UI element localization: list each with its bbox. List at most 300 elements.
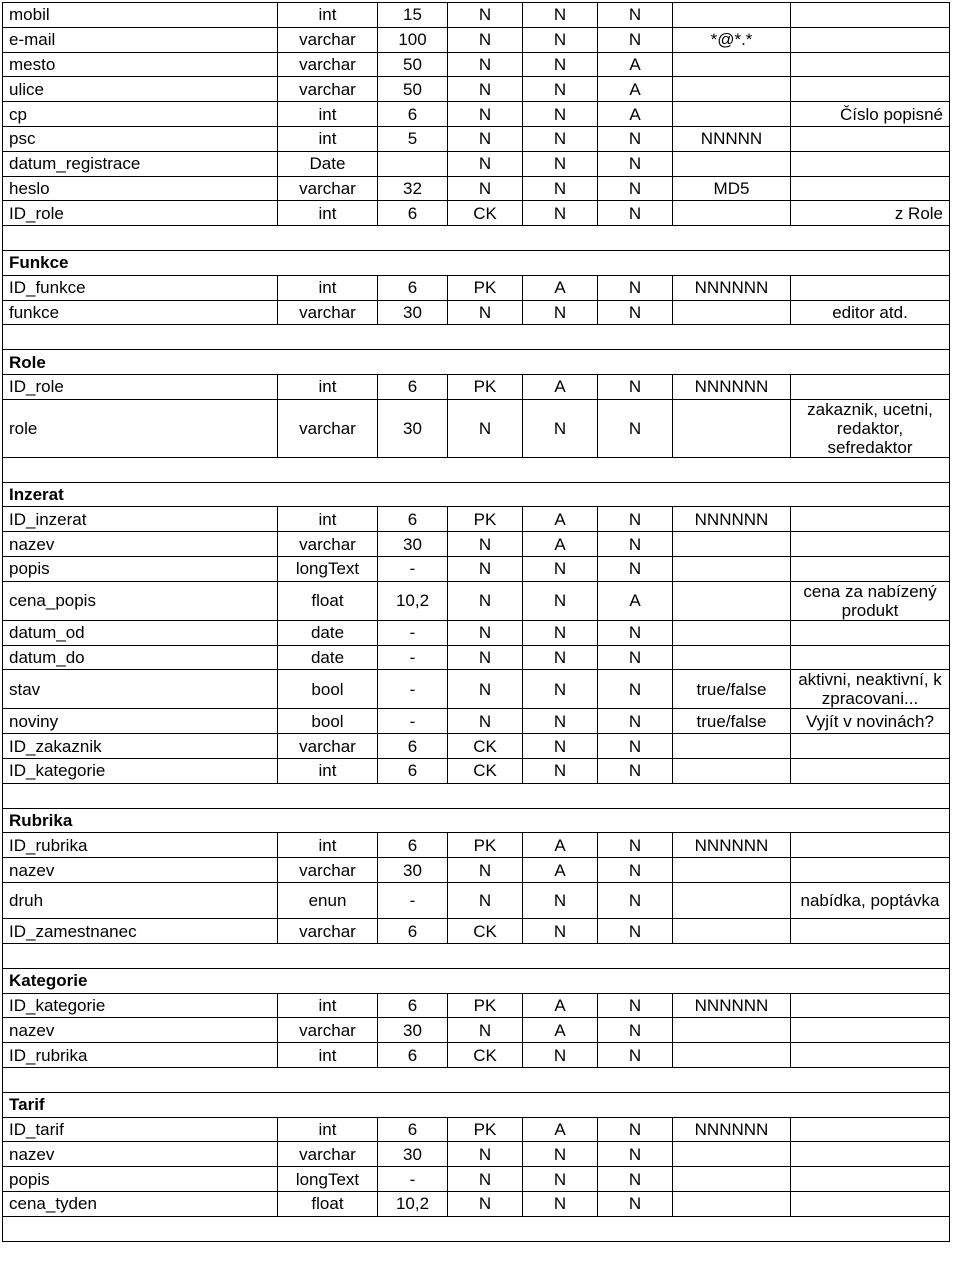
null-flag-cell: A — [523, 275, 598, 300]
flag-cell: N — [598, 201, 673, 226]
format-cell — [673, 399, 791, 457]
note-cell — [791, 275, 950, 300]
note-cell — [791, 3, 950, 28]
column-name-cell: datum_od — [3, 620, 278, 645]
blank-cell — [3, 325, 950, 350]
null-flag-cell: N — [523, 52, 598, 77]
flag-cell: N — [598, 1043, 673, 1068]
field-row — [3, 1117, 950, 1142]
column-name-cell: druh — [3, 882, 278, 918]
note-cell: Číslo popisné — [791, 102, 950, 127]
null-flag-cell: N — [523, 620, 598, 645]
note-cell — [791, 1043, 950, 1068]
note-cell — [791, 758, 950, 783]
note-cell — [791, 833, 950, 858]
key-cell: N — [448, 52, 523, 77]
format-cell — [673, 3, 791, 28]
column-name-cell: ID_kategorie — [3, 758, 278, 783]
flag-cell: N — [598, 709, 673, 734]
field-row — [3, 27, 950, 52]
note-cell — [791, 77, 950, 102]
key-cell: N — [448, 399, 523, 457]
flag-cell: N — [598, 27, 673, 52]
blank-row — [3, 1216, 950, 1241]
blank-row — [3, 783, 950, 808]
note-cell — [791, 1142, 950, 1167]
null-flag-cell: N — [523, 399, 598, 457]
field-row — [3, 399, 950, 457]
format-cell — [673, 1018, 791, 1043]
field-row — [3, 1167, 950, 1192]
length-cell: 6 — [378, 758, 448, 783]
field-row — [3, 833, 950, 858]
section-title-row — [3, 350, 950, 375]
format-cell: NNNNNN — [673, 507, 791, 532]
key-cell: PK — [448, 275, 523, 300]
format-cell — [673, 645, 791, 670]
data-type-cell: int — [278, 126, 378, 151]
column-name-cell: nazev — [3, 1018, 278, 1043]
flag-cell: N — [598, 374, 673, 399]
length-cell: 6 — [378, 275, 448, 300]
field-row — [3, 102, 950, 127]
column-name-cell: nazev — [3, 532, 278, 557]
format-cell — [673, 734, 791, 759]
blank-cell — [3, 1068, 950, 1093]
format-cell — [673, 1192, 791, 1217]
data-type-cell: varchar — [278, 858, 378, 883]
note-cell: z Role — [791, 201, 950, 226]
field-row — [3, 1192, 950, 1217]
key-cell: PK — [448, 833, 523, 858]
section-title-row — [3, 808, 950, 833]
section-title: Role — [3, 350, 950, 375]
field-row — [3, 151, 950, 176]
length-cell: - — [378, 620, 448, 645]
format-cell — [673, 201, 791, 226]
null-flag-cell: N — [523, 882, 598, 918]
format-cell — [673, 581, 791, 620]
format-cell: NNNNNN — [673, 374, 791, 399]
null-flag-cell: N — [523, 300, 598, 325]
data-type-cell: varchar — [278, 77, 378, 102]
null-flag-cell: N — [523, 758, 598, 783]
data-type-cell: int — [278, 507, 378, 532]
key-cell: N — [448, 556, 523, 581]
format-cell — [673, 620, 791, 645]
column-name-cell: datum_do — [3, 645, 278, 670]
field-row — [3, 1018, 950, 1043]
format-cell — [673, 919, 791, 944]
column-name-cell: ID_kategorie — [3, 993, 278, 1018]
data-type-cell: enun — [278, 882, 378, 918]
column-name-cell: ID_inzerat — [3, 507, 278, 532]
null-flag-cell: A — [523, 858, 598, 883]
null-flag-cell: N — [523, 645, 598, 670]
key-cell: N — [448, 77, 523, 102]
data-type-cell: varchar — [278, 734, 378, 759]
length-cell: 30 — [378, 399, 448, 457]
flag-cell: N — [598, 556, 673, 581]
length-cell: 100 — [378, 27, 448, 52]
data-type-cell: bool — [278, 670, 378, 709]
length-cell: 6 — [378, 734, 448, 759]
data-type-cell: int — [278, 275, 378, 300]
null-flag-cell: N — [523, 1192, 598, 1217]
note-cell: editor atd. — [791, 300, 950, 325]
blank-row — [3, 226, 950, 251]
null-flag-cell: N — [523, 734, 598, 759]
key-cell: N — [448, 645, 523, 670]
flag-cell: N — [598, 919, 673, 944]
field-row — [3, 734, 950, 759]
field-row — [3, 1142, 950, 1167]
key-cell: N — [448, 882, 523, 918]
column-name-cell: mesto — [3, 52, 278, 77]
data-type-cell: varchar — [278, 919, 378, 944]
field-row — [3, 993, 950, 1018]
flag-cell: A — [598, 52, 673, 77]
blank-row — [3, 944, 950, 969]
flag-cell: N — [598, 1018, 673, 1043]
blank-row — [3, 457, 950, 482]
format-cell — [673, 1142, 791, 1167]
key-cell: CK — [448, 919, 523, 944]
note-cell — [791, 1018, 950, 1043]
null-flag-cell: N — [523, 1142, 598, 1167]
length-cell: 6 — [378, 201, 448, 226]
format-cell — [673, 1043, 791, 1068]
data-type-cell: varchar — [278, 1018, 378, 1043]
note-cell — [791, 620, 950, 645]
schema-table — [2, 2, 950, 1242]
format-cell: true/false — [673, 670, 791, 709]
field-row — [3, 556, 950, 581]
length-cell: - — [378, 670, 448, 709]
flag-cell: N — [598, 1192, 673, 1217]
key-cell: CK — [448, 1043, 523, 1068]
field-row — [3, 374, 950, 399]
format-cell: *@*.* — [673, 27, 791, 52]
length-cell: 6 — [378, 374, 448, 399]
schema-table-body — [3, 3, 950, 1242]
flag-cell: N — [598, 620, 673, 645]
field-row — [3, 176, 950, 201]
column-name-cell: role — [3, 399, 278, 457]
length-cell: - — [378, 882, 448, 918]
flag-cell: N — [598, 1142, 673, 1167]
data-type-cell: int — [278, 3, 378, 28]
format-cell — [673, 882, 791, 918]
null-flag-cell: N — [523, 27, 598, 52]
data-type-cell: date — [278, 620, 378, 645]
column-name-cell: e-mail — [3, 27, 278, 52]
flag-cell: N — [598, 532, 673, 557]
note-cell — [791, 507, 950, 532]
flag-cell: N — [598, 507, 673, 532]
flag-cell: N — [598, 176, 673, 201]
field-row — [3, 919, 950, 944]
length-cell: 10,2 — [378, 1192, 448, 1217]
field-row — [3, 300, 950, 325]
column-name-cell: nazev — [3, 858, 278, 883]
column-name-cell: ID_role — [3, 201, 278, 226]
format-cell — [673, 52, 791, 77]
key-cell: N — [448, 1018, 523, 1043]
length-cell: 6 — [378, 833, 448, 858]
null-flag-cell: N — [523, 126, 598, 151]
flag-cell: N — [598, 833, 673, 858]
note-cell — [791, 52, 950, 77]
column-name-cell: funkce — [3, 300, 278, 325]
flag-cell: N — [598, 126, 673, 151]
blank-cell — [3, 226, 950, 251]
data-type-cell: varchar — [278, 1142, 378, 1167]
key-cell: N — [448, 1167, 523, 1192]
length-cell: 10,2 — [378, 581, 448, 620]
null-flag-cell: A — [523, 532, 598, 557]
null-flag-cell: N — [523, 1167, 598, 1192]
format-cell — [673, 532, 791, 557]
note-cell — [791, 734, 950, 759]
section-title: Kategorie — [3, 968, 950, 993]
flag-cell: N — [598, 734, 673, 759]
format-cell: NNNNNN — [673, 833, 791, 858]
note-cell — [791, 1192, 950, 1217]
length-cell: 6 — [378, 993, 448, 1018]
note-cell: nabídka, poptávka — [791, 882, 950, 918]
data-type-cell: float — [278, 581, 378, 620]
key-cell: N — [448, 176, 523, 201]
column-name-cell: popis — [3, 556, 278, 581]
data-type-cell: int — [278, 1117, 378, 1142]
field-row — [3, 620, 950, 645]
note-cell — [791, 556, 950, 581]
format-cell — [673, 556, 791, 581]
data-type-cell: date — [278, 645, 378, 670]
null-flag-cell: N — [523, 201, 598, 226]
null-flag-cell: N — [523, 151, 598, 176]
column-name-cell: ulice — [3, 77, 278, 102]
format-cell — [673, 102, 791, 127]
column-name-cell: ID_rubrika — [3, 1043, 278, 1068]
column-name-cell: ID_zamestnanec — [3, 919, 278, 944]
field-row — [3, 709, 950, 734]
key-cell: N — [448, 27, 523, 52]
length-cell: 30 — [378, 532, 448, 557]
null-flag-cell: N — [523, 176, 598, 201]
key-cell: N — [448, 581, 523, 620]
length-cell: 30 — [378, 858, 448, 883]
column-name-cell: ID_rubrika — [3, 833, 278, 858]
null-flag-cell: N — [523, 1043, 598, 1068]
column-name-cell: cena_tyden — [3, 1192, 278, 1217]
field-row — [3, 1043, 950, 1068]
section-title: Rubrika — [3, 808, 950, 833]
null-flag-cell: N — [523, 102, 598, 127]
field-row — [3, 645, 950, 670]
format-cell: MD5 — [673, 176, 791, 201]
flag-cell: A — [598, 102, 673, 127]
column-name-cell: stav — [3, 670, 278, 709]
note-cell: Vyjít v novinách? — [791, 709, 950, 734]
note-cell — [791, 176, 950, 201]
key-cell: N — [448, 1192, 523, 1217]
null-flag-cell: N — [523, 670, 598, 709]
flag-cell: N — [598, 300, 673, 325]
flag-cell: A — [598, 77, 673, 102]
key-cell: N — [448, 532, 523, 557]
null-flag-cell: N — [523, 709, 598, 734]
key-cell: N — [448, 620, 523, 645]
key-cell: N — [448, 670, 523, 709]
column-name-cell: cp — [3, 102, 278, 127]
data-type-cell: int — [278, 833, 378, 858]
blank-row — [3, 325, 950, 350]
note-cell — [791, 645, 950, 670]
null-flag-cell: A — [523, 993, 598, 1018]
length-cell: 30 — [378, 1142, 448, 1167]
data-type-cell: varchar — [278, 399, 378, 457]
length-cell — [378, 151, 448, 176]
key-cell: N — [448, 151, 523, 176]
flag-cell: A — [598, 581, 673, 620]
key-cell: N — [448, 858, 523, 883]
format-cell — [673, 1167, 791, 1192]
flag-cell: N — [598, 1117, 673, 1142]
key-cell: N — [448, 102, 523, 127]
length-cell: - — [378, 556, 448, 581]
field-row — [3, 581, 950, 620]
flag-cell: N — [598, 151, 673, 176]
format-cell — [673, 151, 791, 176]
flag-cell: N — [598, 882, 673, 918]
note-cell — [791, 993, 950, 1018]
field-row — [3, 201, 950, 226]
flag-cell: N — [598, 670, 673, 709]
column-name-cell: ID_tarif — [3, 1117, 278, 1142]
column-name-cell: ID_funkce — [3, 275, 278, 300]
blank-cell — [3, 944, 950, 969]
section-title: Tarif — [3, 1092, 950, 1117]
field-row — [3, 858, 950, 883]
field-row — [3, 507, 950, 532]
section-title-row — [3, 250, 950, 275]
length-cell: 50 — [378, 52, 448, 77]
format-cell — [673, 758, 791, 783]
length-cell: 5 — [378, 126, 448, 151]
field-row — [3, 126, 950, 151]
key-cell: CK — [448, 734, 523, 759]
column-name-cell: popis — [3, 1167, 278, 1192]
note-cell — [791, 919, 950, 944]
section-title: Inzerat — [3, 482, 950, 507]
data-type-cell: varchar — [278, 52, 378, 77]
null-flag-cell: N — [523, 581, 598, 620]
key-cell: CK — [448, 758, 523, 783]
format-cell: NNNNNN — [673, 275, 791, 300]
field-row — [3, 670, 950, 709]
note-cell — [791, 532, 950, 557]
field-row — [3, 77, 950, 102]
flag-cell: N — [598, 1167, 673, 1192]
field-row — [3, 758, 950, 783]
data-type-cell: int — [278, 102, 378, 127]
column-name-cell: ID_role — [3, 374, 278, 399]
length-cell: - — [378, 709, 448, 734]
length-cell: 6 — [378, 1117, 448, 1142]
note-cell — [791, 1117, 950, 1142]
column-name-cell: cena_popis — [3, 581, 278, 620]
key-cell: N — [448, 1142, 523, 1167]
field-row — [3, 882, 950, 918]
length-cell: 30 — [378, 1018, 448, 1043]
note-cell — [791, 1167, 950, 1192]
length-cell: 6 — [378, 1043, 448, 1068]
note-cell — [791, 126, 950, 151]
column-name-cell: heslo — [3, 176, 278, 201]
format-cell: NNNNN — [673, 126, 791, 151]
column-name-cell: mobil — [3, 3, 278, 28]
flag-cell: N — [598, 275, 673, 300]
note-cell — [791, 151, 950, 176]
flag-cell: N — [598, 858, 673, 883]
field-row — [3, 52, 950, 77]
format-cell: true/false — [673, 709, 791, 734]
key-cell: N — [448, 300, 523, 325]
section-title: Funkce — [3, 250, 950, 275]
note-cell: cena za nabízený produkt — [791, 581, 950, 620]
field-row — [3, 3, 950, 28]
null-flag-cell: N — [523, 3, 598, 28]
note-cell: zakaznik, ucetni, redaktor, sefredaktor — [791, 399, 950, 457]
blank-cell — [3, 783, 950, 808]
length-cell: 6 — [378, 919, 448, 944]
data-type-cell: int — [278, 993, 378, 1018]
flag-cell: N — [598, 645, 673, 670]
key-cell: PK — [448, 993, 523, 1018]
field-row — [3, 532, 950, 557]
note-cell: aktivni, neaktivní, k zpracovani... — [791, 670, 950, 709]
data-type-cell: float — [278, 1192, 378, 1217]
section-title-row — [3, 968, 950, 993]
length-cell: 6 — [378, 102, 448, 127]
section-title-row — [3, 482, 950, 507]
note-cell — [791, 858, 950, 883]
length-cell: 32 — [378, 176, 448, 201]
length-cell: - — [378, 645, 448, 670]
blank-cell — [3, 1216, 950, 1241]
length-cell: - — [378, 1167, 448, 1192]
flag-cell: N — [598, 993, 673, 1018]
length-cell: 6 — [378, 507, 448, 532]
blank-cell — [3, 457, 950, 482]
column-name-cell: nazev — [3, 1142, 278, 1167]
field-row — [3, 275, 950, 300]
data-type-cell: longText — [278, 1167, 378, 1192]
key-cell: CK — [448, 201, 523, 226]
blank-row — [3, 1068, 950, 1093]
data-type-cell: int — [278, 1043, 378, 1068]
flag-cell: N — [598, 758, 673, 783]
format-cell: NNNNNN — [673, 993, 791, 1018]
key-cell: N — [448, 709, 523, 734]
format-cell: NNNNNN — [673, 1117, 791, 1142]
null-flag-cell: A — [523, 833, 598, 858]
column-name-cell: noviny — [3, 709, 278, 734]
data-type-cell: int — [278, 201, 378, 226]
data-type-cell: varchar — [278, 300, 378, 325]
